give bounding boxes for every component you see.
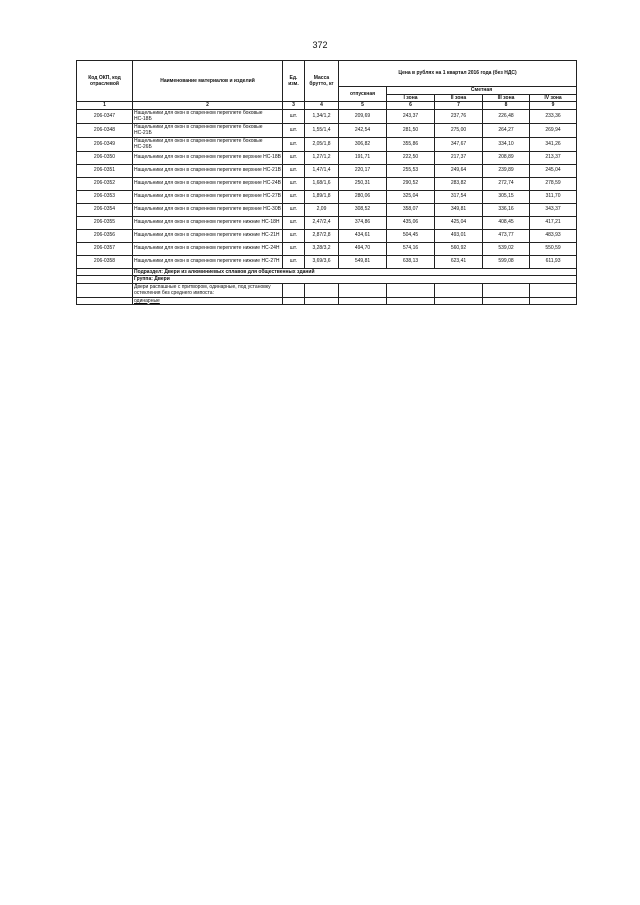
col-mass: Масса брутто, кг <box>305 61 339 102</box>
col-name: Наименование материалов и изделий <box>133 61 283 102</box>
col-code: Код ОКП, код отраслевой <box>77 61 133 102</box>
row-code: 206-0352 <box>77 177 133 190</box>
row-price: 494,70 <box>339 242 387 255</box>
row-zone2: 349,81 <box>435 203 483 216</box>
table-row <box>77 151 577 164</box>
row-zone4: 341,26 <box>530 137 577 151</box>
col-zone4: IV зона <box>530 94 577 102</box>
row-zone1: 255,53 <box>387 164 435 177</box>
row-mass: 1,55/1,4 <box>305 123 339 137</box>
row-code: 206-0347 <box>77 109 133 123</box>
group-description: Двери распашные с притвором, одинарные, под установку остекления без среднего импоста: <box>133 283 283 297</box>
table-row <box>77 216 577 229</box>
row-zone4: 483,93 <box>530 229 577 242</box>
row-zone1: 358,07 <box>387 203 435 216</box>
row-name: Нащельники для окон в спаренном переплете нижние НС-18Н <box>133 216 283 229</box>
row-zone1: 638,13 <box>387 255 435 268</box>
row-mass: 1,47/1,4 <box>305 164 339 177</box>
row-price: 306,82 <box>339 137 387 151</box>
row-unit: шт. <box>283 190 305 203</box>
row-zone3: 264,27 <box>483 123 530 137</box>
row-zone2: 237,76 <box>435 109 483 123</box>
row-zone3: 473,77 <box>483 229 530 242</box>
row-zone3: 599,08 <box>483 255 530 268</box>
row-name: Нащельники для окон в спаренном переплете нижние НС-27Н <box>133 255 283 268</box>
colnum: 3 <box>283 102 305 110</box>
row-code: 206-0358 <box>77 255 133 268</box>
row-zone1: 574,16 <box>387 242 435 255</box>
column-numbers <box>77 102 577 110</box>
col-estimate: Сметная <box>387 87 577 95</box>
table-row <box>77 203 577 216</box>
row-zone4: 233,36 <box>530 109 577 123</box>
row-zone4: 311,70 <box>530 190 577 203</box>
row-price: 549,81 <box>339 255 387 268</box>
row-zone3: 226,48 <box>483 109 530 123</box>
table-row <box>77 242 577 255</box>
row-mass: 2,09 <box>305 203 339 216</box>
row-zone1: 355,86 <box>387 137 435 151</box>
colnum: 9 <box>530 102 577 110</box>
row-name: Нащельники для окон в спаренном переплете верхние НС-24В <box>133 177 283 190</box>
row-zone4: 245,04 <box>530 164 577 177</box>
row-unit: шт. <box>283 255 305 268</box>
row-code: 206-0348 <box>77 123 133 137</box>
row-zone2: 249,64 <box>435 164 483 177</box>
col-zone1: I зона <box>387 94 435 102</box>
row-zone2: 560,92 <box>435 242 483 255</box>
row-unit: шт. <box>283 177 305 190</box>
row-name: Нащельники для окон в спаренном переплете боковые НС-26Б <box>133 137 283 151</box>
col-zone2: II зона <box>435 94 483 102</box>
table-row <box>77 137 577 151</box>
row-zone4: 213,37 <box>530 151 577 164</box>
col-zone3: III зона <box>483 94 530 102</box>
row-code: 206-0351 <box>77 164 133 177</box>
page-number: 372 <box>312 40 328 50</box>
row-zone3: 305,15 <box>483 190 530 203</box>
row-code: 206-0357 <box>77 242 133 255</box>
row-price: 308,52 <box>339 203 387 216</box>
row-code: 206-0354 <box>77 203 133 216</box>
row-unit: шт. <box>283 137 305 151</box>
row-price: 250,31 <box>339 177 387 190</box>
row-price: 434,61 <box>339 229 387 242</box>
col-price-group: Цена в рублях на 1 квартал 2016 года (без НДС) <box>339 61 577 87</box>
price-table <box>76 60 577 305</box>
row-name: Нащельники для окон в спаренном переплете боковые НС-18Б <box>133 109 283 123</box>
row-zone2: 493,01 <box>435 229 483 242</box>
row-zone4: 269,94 <box>530 123 577 137</box>
row-price: 280,06 <box>339 190 387 203</box>
row-zone2: 425,04 <box>435 216 483 229</box>
row-mass: 2,05/1,8 <box>305 137 339 151</box>
table-row <box>77 164 577 177</box>
row-price: 220,17 <box>339 164 387 177</box>
row-zone3: 272,74 <box>483 177 530 190</box>
row-name: Нащельники для окон в спаренном переплете верхние НС-27В <box>133 190 283 203</box>
row-code: 206-0349 <box>77 137 133 151</box>
row-zone1: 435,06 <box>387 216 435 229</box>
colnum: 1 <box>77 102 133 110</box>
table-row <box>77 177 577 190</box>
row-zone3: 239,89 <box>483 164 530 177</box>
row-zone2: 217,37 <box>435 151 483 164</box>
row-unit: шт. <box>283 216 305 229</box>
row-zone2: 283,82 <box>435 177 483 190</box>
group-title: Группа: Двери <box>133 276 577 284</box>
table-row <box>77 255 577 268</box>
row-code: 206-0350 <box>77 151 133 164</box>
row-zone2: 275,00 <box>435 123 483 137</box>
row-mass: 1,89/1,8 <box>305 190 339 203</box>
table-row <box>77 229 577 242</box>
row-zone4: 278,59 <box>530 177 577 190</box>
row-zone2: 623,41 <box>435 255 483 268</box>
row-unit: шт. <box>283 109 305 123</box>
colnum: 6 <box>387 102 435 110</box>
row-mass: 2,47/2,4 <box>305 216 339 229</box>
row-zone4: 611,93 <box>530 255 577 268</box>
row-unit: шт. <box>283 229 305 242</box>
row-unit: шт. <box>283 151 305 164</box>
row-name: Нащельники для окон в спаренном переплете верхние НС-30В <box>133 203 283 216</box>
row-name: Нащельники для окон в спаренном переплете верхние НС-18В <box>133 151 283 164</box>
section-title: Подраздел: Двери из алюминиевых сплавов для общественных зданий <box>133 268 577 276</box>
row-name: Нащельники для окон в спаренном переплете нижние НС-24Н <box>133 242 283 255</box>
table-row <box>77 123 577 137</box>
row-zone1: 504,45 <box>387 229 435 242</box>
row-zone1: 325,04 <box>387 190 435 203</box>
row-zone3: 539,02 <box>483 242 530 255</box>
row-zone4: 343,37 <box>530 203 577 216</box>
row-zone1: 243,37 <box>387 109 435 123</box>
row-mass: 1,68/1,6 <box>305 177 339 190</box>
table-row <box>77 190 577 203</box>
row-price: 191,71 <box>339 151 387 164</box>
row-unit: шт. <box>283 123 305 137</box>
colnum: 8 <box>483 102 530 110</box>
colnum: 7 <box>435 102 483 110</box>
row-zone2: 347,67 <box>435 137 483 151</box>
row-name: Нащельники для окон в спаренном переплете верхние НС-21В <box>133 164 283 177</box>
row-zone3: 408,45 <box>483 216 530 229</box>
row-price: 374,86 <box>339 216 387 229</box>
row-mass: 1,27/1,2 <box>305 151 339 164</box>
col-unit: Ед. изм. <box>283 61 305 102</box>
row-zone4: 417,21 <box>530 216 577 229</box>
colnum: 2 <box>133 102 283 110</box>
row-code: 206-0356 <box>77 229 133 242</box>
row-price: 242,54 <box>339 123 387 137</box>
row-mass: 3,69/3,6 <box>305 255 339 268</box>
row-zone1: 281,50 <box>387 123 435 137</box>
row-unit: шт. <box>283 164 305 177</box>
colnum: 4 <box>305 102 339 110</box>
table-row <box>77 109 577 123</box>
row-zone4: 550,59 <box>530 242 577 255</box>
row-zone3: 336,16 <box>483 203 530 216</box>
row-name: Нащельники для окон в спаренном переплете боковые НС-21Б <box>133 123 283 137</box>
col-release: отпускная <box>339 87 387 102</box>
row-unit: шт. <box>283 242 305 255</box>
row-mass: 1,34/1,2 <box>305 109 339 123</box>
row-code: 206-0353 <box>77 190 133 203</box>
row-mass: 2,87/2,8 <box>305 229 339 242</box>
row-zone1: 290,52 <box>387 177 435 190</box>
row-unit: шт. <box>283 203 305 216</box>
row-mass: 3,28/3,2 <box>305 242 339 255</box>
row-zone2: 317,54 <box>435 190 483 203</box>
row-code: 206-0355 <box>77 216 133 229</box>
subsection-title: одинарные <box>133 297 283 305</box>
row-zone3: 334,10 <box>483 137 530 151</box>
colnum: 5 <box>339 102 387 110</box>
row-price: 209,69 <box>339 109 387 123</box>
row-name: Нащельники для окон в спаренном переплете нижние НС-21Н <box>133 229 283 242</box>
row-zone1: 222,50 <box>387 151 435 164</box>
row-zone3: 208,89 <box>483 151 530 164</box>
